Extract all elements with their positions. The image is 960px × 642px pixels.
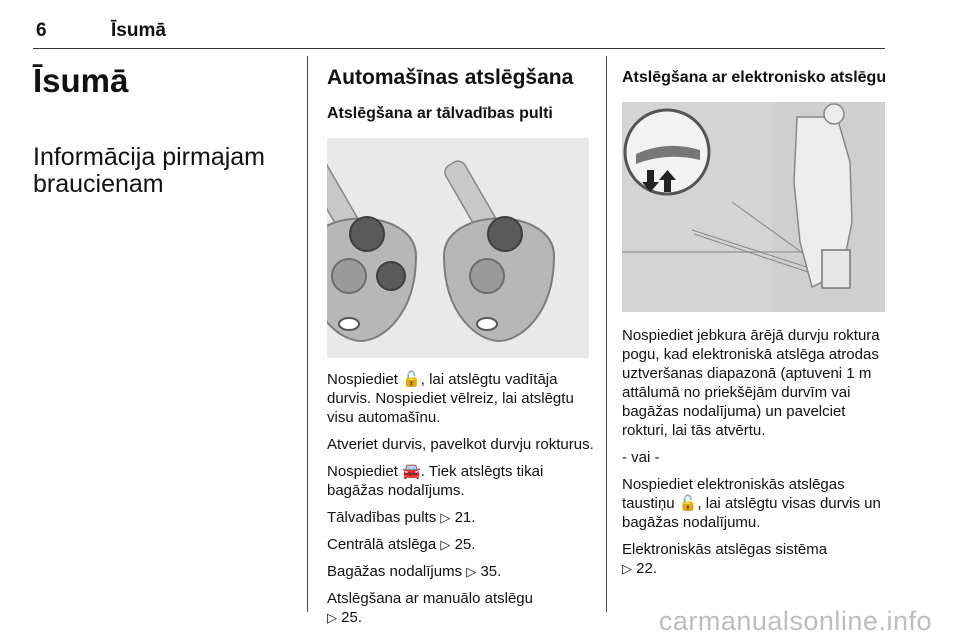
- page-ref-arrow-icon: ▷: [440, 537, 451, 552]
- remote-keys-illustration: [327, 138, 589, 358]
- paragraph-electronic-key: Nospiediet jebkura ārējā durvju roktura pogu, kad elektroniskā atslēga atrodas uztveršanas diapazonā (aptuveni 1 m attālumā no priekšējām durvīm vai bagāžas nodalījuma) un pavelciet rokturi, lai tās atvērtu.: [622, 327, 880, 439]
- ref-trunk[interactable]: Bagāžas nodalījums ▷ 35.: [327, 563, 502, 580]
- column-3: [622, 56, 887, 586]
- running-title: Īsumā: [111, 20, 166, 41]
- page-number: 6: [36, 20, 47, 41]
- page-header: [33, 8, 885, 49]
- page-ref-arrow-icon: ▷: [466, 564, 477, 579]
- electronic-key-illustration: [622, 102, 885, 312]
- page-ref-arrow-icon: ▷: [440, 510, 451, 525]
- paragraph-key-button: Nospiediet elektroniskās atslēgas taustiņu 🔓, lai atslēgtu visas durvis un bagāžas nodalījumu.: [622, 476, 881, 531]
- heading-remote: Atslēgšana ar tālvadības pulti: [327, 105, 553, 122]
- trunk-icon: 🚘: [402, 463, 421, 480]
- watermark: carmanualsonline.info: [658, 606, 932, 636]
- column-divider-2: [606, 56, 607, 612]
- ref-remote-control[interactable]: Tālvadības pults ▷ 21.: [327, 509, 476, 526]
- ref-manual-key[interactable]: Atslēgšana ar manuālo atslēgu ▷ 25.: [327, 590, 533, 626]
- heading-unlocking: Automašīnas atslēgšana: [327, 66, 574, 89]
- paragraph-or: - vai -: [622, 449, 660, 466]
- page-ref-arrow-icon: ▷: [622, 561, 632, 576]
- ref-central-locking[interactable]: Centrālā atslēga ▷ 25.: [327, 536, 476, 553]
- page-ref-arrow-icon: ▷: [327, 610, 337, 625]
- heading-electronic-key: Atslēgšana ar elektronisko atslēgu: [622, 69, 887, 86]
- unlock-icon: 🔓: [678, 495, 698, 512]
- bag-with-key: [822, 250, 850, 288]
- paragraph-1: Nospiediet 🔓, lai atslēgtu vadītāja durvis. Nospiediet vēlreiz, lai atslēgtu visu automašīnu.: [327, 371, 574, 426]
- paragraph-3: Nospiediet 🚘. Tiek atslēgts tikai bagāžas nodalījums.: [327, 463, 544, 499]
- column-1: [33, 56, 295, 198]
- column-divider-1: [307, 56, 308, 612]
- section-title: Īsumā: [33, 62, 129, 99]
- paragraph-2: Atveriet durvis, pavelkot durvju rokturus.: [327, 436, 594, 453]
- column-2: [327, 56, 595, 635]
- unlock-icon: 🔓: [402, 371, 421, 388]
- ref-electronic-key-system[interactable]: Elektroniskās atslēgas sistēma ▷ 22.: [622, 541, 828, 577]
- section-subtitle: Informācija pirmajam braucienam: [33, 143, 266, 198]
